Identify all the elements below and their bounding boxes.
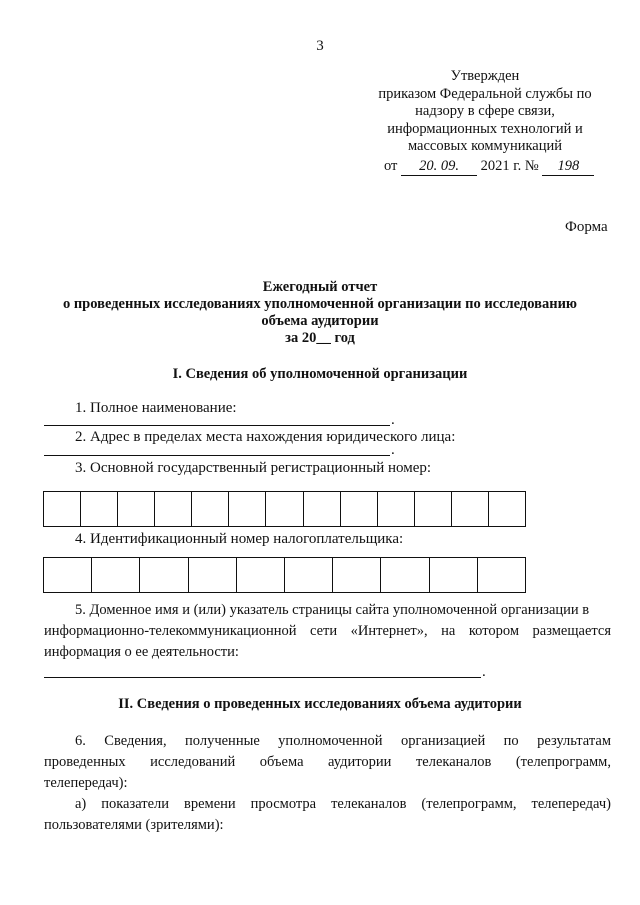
approval-line: Утвержден: [450, 68, 520, 84]
ogrn-cell[interactable]: [452, 492, 489, 526]
year-number-label: 2021 г. №: [480, 158, 539, 174]
date-prefix: от: [384, 158, 398, 174]
item2-label: 2. Адрес в пределах места нахождения юридического лица:: [75, 429, 456, 445]
section1-heading: I. Сведения об уполномоченной организации: [172, 366, 468, 382]
inn-cell[interactable]: [140, 558, 188, 592]
inn-cell[interactable]: [381, 558, 429, 592]
inn-cell[interactable]: [333, 558, 381, 592]
ogrn-cell[interactable]: [304, 492, 341, 526]
title-line: Ежегодный отчет: [262, 279, 378, 295]
inn-cell[interactable]: [189, 558, 237, 592]
line-end-dot: .: [482, 664, 486, 680]
ogrn-cell[interactable]: [266, 492, 303, 526]
item6-text: [44, 731, 611, 794]
title-line: за 20__ год: [285, 330, 355, 346]
ogrn-cell[interactable]: [118, 492, 155, 526]
item6a-line: пользователями (зрителями):: [44, 817, 224, 833]
title-line: объема аудитории: [261, 313, 379, 329]
ogrn-grid: [43, 491, 526, 527]
inn-grid: [43, 557, 526, 593]
document-title: [0, 279, 640, 347]
domain-name-field[interactable]: [44, 677, 481, 678]
page-number: 3: [316, 38, 324, 54]
ogrn-cell[interactable]: [155, 492, 192, 526]
item6a-text: [44, 794, 611, 836]
inn-cell[interactable]: [430, 558, 478, 592]
item5-line: 5. Доменное имя и (или) указатель страницы сайта уполномоченной организации в: [75, 602, 590, 618]
approval-date-row: [384, 158, 604, 176]
handwritten-date: 20. 09.: [401, 158, 477, 176]
inn-cell[interactable]: [237, 558, 285, 592]
full-name-field[interactable]: [44, 425, 390, 426]
item6a-line: а) показатели времени просмотра телеканалов (телепрограмм, телепередач): [75, 796, 611, 812]
ogrn-cell[interactable]: [341, 492, 378, 526]
ogrn-cell[interactable]: [378, 492, 415, 526]
approval-line: надзору в сфере связи,: [415, 103, 555, 119]
item6-line: проведенных исследований объема аудитории телеканалов (телепрограмм,: [44, 754, 611, 770]
ogrn-cell[interactable]: [192, 492, 229, 526]
approval-line: массовых коммуникаций: [407, 138, 563, 154]
line-end-dot: .: [391, 412, 395, 428]
address-field[interactable]: [44, 455, 390, 456]
item6-line: телепередач):: [44, 775, 128, 791]
ogrn-cell[interactable]: [489, 492, 525, 526]
approval-block: [360, 68, 610, 156]
inn-cell[interactable]: [44, 558, 92, 592]
inn-cell[interactable]: [478, 558, 525, 592]
approval-line: приказом Федеральной службы по: [378, 85, 592, 102]
approval-line: информационных технологий и: [387, 120, 583, 137]
section2-heading: II. Сведения о проведенных исследованиях объема аудитории: [118, 696, 522, 712]
title-line: о проведенных исследованиях уполномоченной организации по исследованию: [62, 296, 578, 312]
inn-cell[interactable]: [285, 558, 333, 592]
ogrn-cell[interactable]: [81, 492, 118, 526]
item1-label: 1. Полное наименование:: [75, 400, 237, 416]
inn-cell[interactable]: [92, 558, 140, 592]
ogrn-cell[interactable]: [415, 492, 452, 526]
item6-line: 6. Сведения, полученные уполномоченной организацией по результатам: [75, 733, 611, 749]
item5-line: информационно-телекоммуникационной сети «Интернет», на котором размещается: [44, 623, 611, 639]
ogrn-cell[interactable]: [44, 492, 81, 526]
item5-text: [44, 600, 611, 663]
form-label: Форма: [565, 219, 608, 235]
item4-label: 4. Идентификационный номер налогоплательщика:: [75, 531, 404, 547]
line-end-dot: .: [391, 442, 395, 458]
item5-line: информация о ее деятельности:: [44, 644, 239, 660]
handwritten-order-number: 198: [542, 158, 594, 176]
item3-label: 3. Основной государственный регистрационный номер:: [75, 460, 432, 476]
ogrn-cell[interactable]: [229, 492, 266, 526]
